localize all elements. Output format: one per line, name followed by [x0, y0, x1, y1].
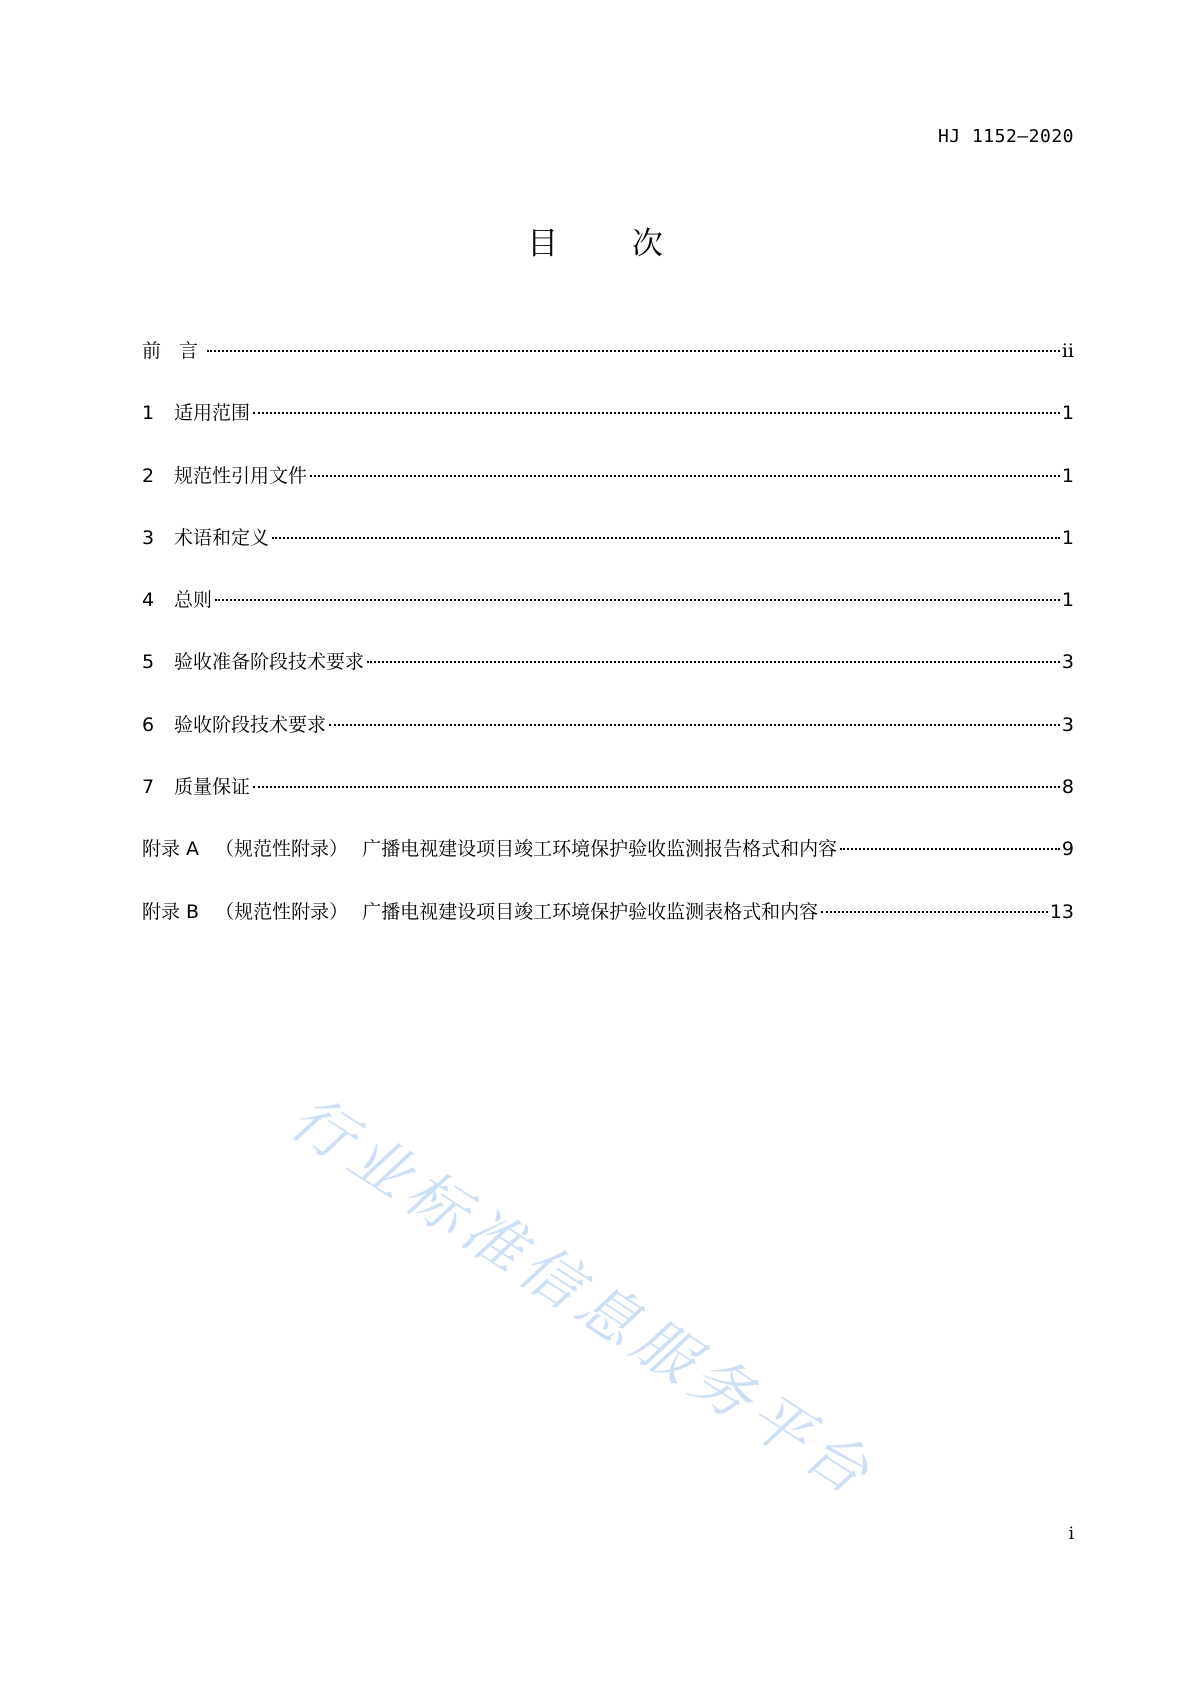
toc-page-number: ii — [1061, 340, 1074, 362]
toc-section-number: 1 — [142, 402, 155, 425]
toc-page-number: 13 — [1049, 900, 1074, 923]
page-number: i — [1068, 1524, 1074, 1544]
standard-code: HJ 1152—2020 — [937, 126, 1074, 147]
toc-dot-leader — [310, 475, 1060, 477]
toc-entry-title: 验收准备阶段技术要求 — [174, 651, 365, 674]
page-title — [0, 218, 1190, 263]
toc-entry-1[interactable] — [142, 398, 1074, 460]
toc-page-number: 1 — [1061, 589, 1074, 612]
toc-section-number: 4 — [142, 589, 155, 612]
toc-entry-appendix-a[interactable] — [142, 834, 1074, 896]
toc-entry-title: 规范性引用文件 — [174, 464, 308, 487]
toc-dot-leader — [253, 786, 1060, 788]
toc-entry-title: 质量保证 — [174, 776, 251, 799]
toc-page-number: 3 — [1061, 713, 1074, 736]
toc-section-number: 2 — [142, 464, 155, 487]
toc-entry-4[interactable] — [142, 585, 1074, 647]
toc-dot-leader — [272, 537, 1060, 539]
toc-page-number: 1 — [1061, 464, 1074, 487]
toc-entry-foreword[interactable] — [142, 336, 1074, 398]
toc-entry-7[interactable] — [142, 772, 1074, 834]
toc-dot-leader — [253, 412, 1060, 414]
toc-entry-5[interactable] — [142, 647, 1074, 709]
toc-entry-3[interactable] — [142, 523, 1074, 585]
toc-dot-leader — [215, 599, 1060, 601]
toc-entry-title: 总则 — [174, 589, 213, 612]
toc-entry-title: 广播电视建设项目竣工环境保护验收监测表格式和内容 — [362, 900, 819, 923]
toc-dot-leader — [329, 724, 1060, 726]
toc-dot-leader — [840, 848, 1060, 850]
toc-entry-title: 术语和定义 — [174, 526, 270, 549]
toc-page-number: 1 — [1061, 526, 1074, 549]
toc-entry-2[interactable] — [142, 461, 1074, 523]
toc-page-number: 8 — [1061, 776, 1074, 799]
toc-section-number: 6 — [142, 713, 155, 736]
toc-section-number: 3 — [142, 526, 155, 549]
toc-entry-title: 验收阶段技术要求 — [174, 713, 327, 736]
toc-section-number: 7 — [142, 776, 155, 799]
toc-section-number: 5 — [142, 651, 155, 674]
toc-appendix-label: 附录 A — [142, 838, 200, 861]
table-of-contents — [142, 336, 1074, 959]
toc-appendix-type: （规范性附录） — [215, 900, 349, 923]
toc-entry-title: 前 言 — [142, 340, 205, 362]
toc-dot-leader — [821, 911, 1048, 913]
toc-entry-title: 适用范围 — [174, 402, 251, 425]
watermark: 行业标准信息服务平台 — [278, 1082, 887, 1512]
page-title-text: 目 次 — [527, 226, 695, 262]
toc-entry-appendix-b[interactable] — [142, 897, 1074, 959]
toc-entry-6[interactable] — [142, 710, 1074, 772]
toc-dot-leader — [367, 661, 1060, 663]
toc-appendix-type: （规范性附录） — [215, 838, 349, 861]
toc-entry-title: 广播电视建设项目竣工环境保护验收监测报告格式和内容 — [362, 838, 838, 861]
toc-page-number: 1 — [1061, 402, 1074, 425]
toc-page-number: 9 — [1061, 838, 1074, 861]
toc-page-number: 3 — [1061, 651, 1074, 674]
toc-dot-leader — [207, 350, 1060, 352]
toc-appendix-label: 附录 B — [142, 900, 200, 923]
